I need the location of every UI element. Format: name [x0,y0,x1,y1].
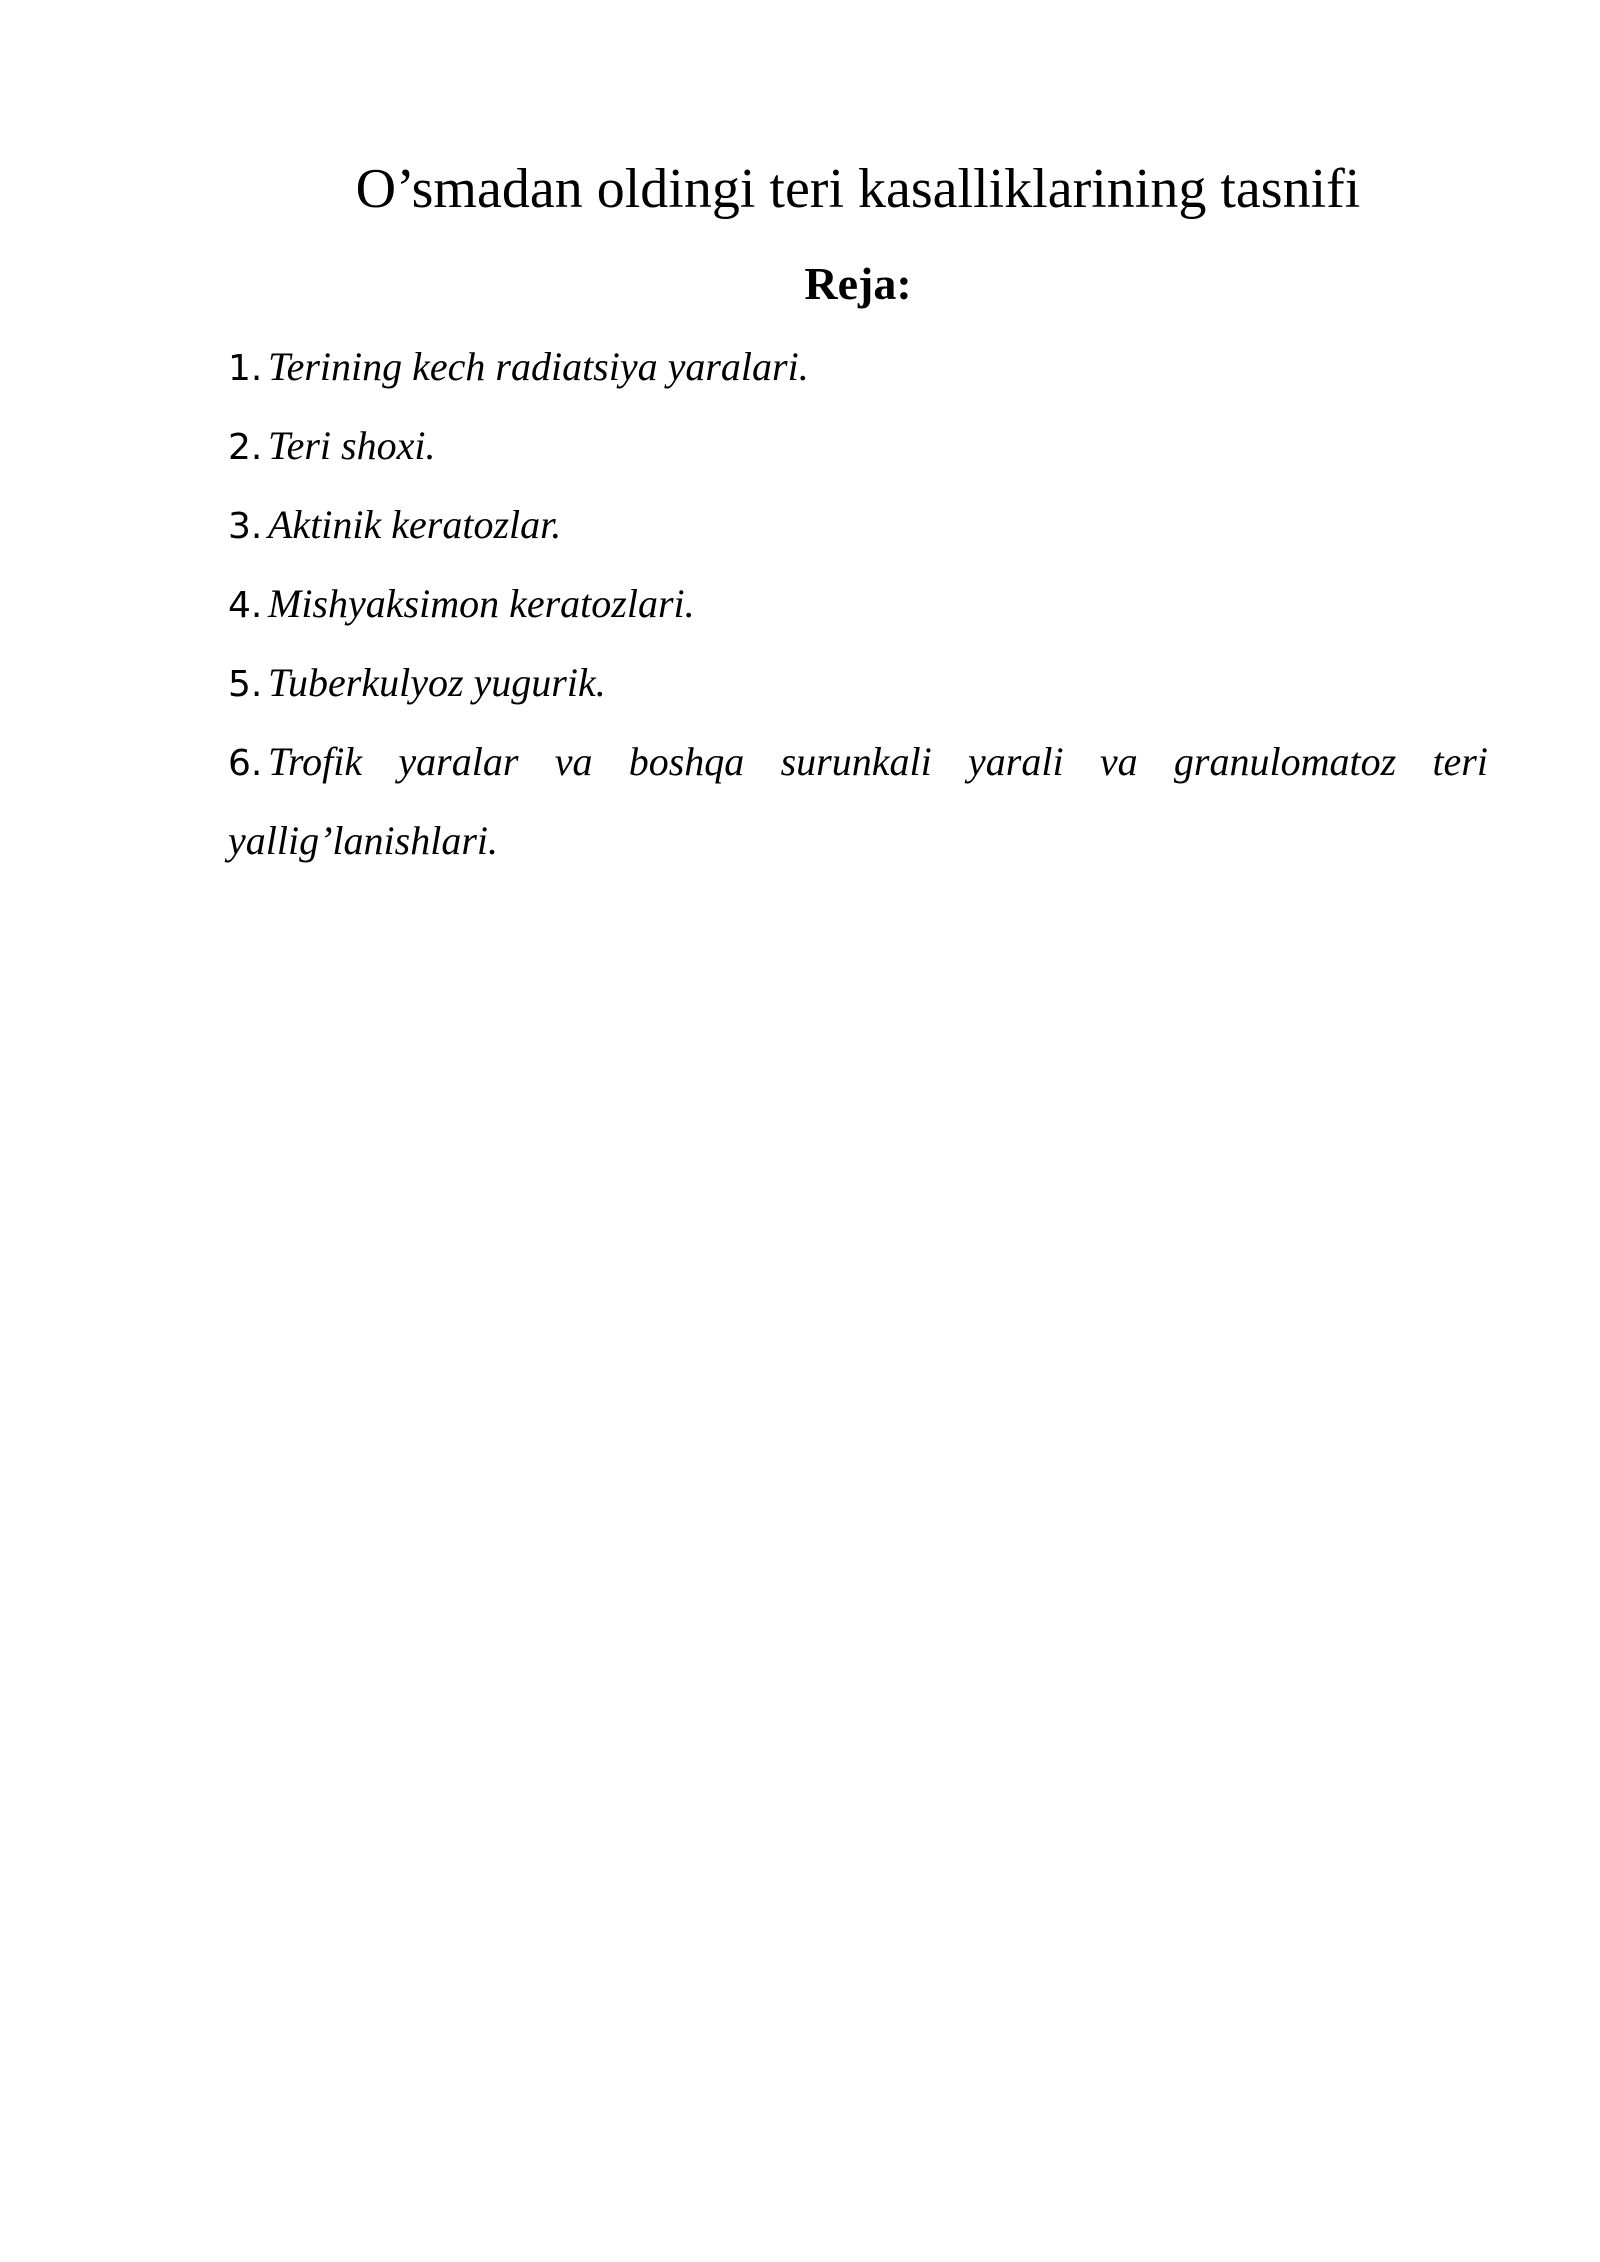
document-title: O’smadan oldingi teri kasalliklarining tasnifi [355,158,1361,220]
plan-item-6 [228,723,1488,879]
plan-item-3 [228,486,1488,565]
plan-item-5 [228,644,1488,723]
plan-item-number: 3. [228,506,263,547]
plan-heading: Reja: [804,258,912,309]
plan-item-number: 6. [228,743,263,784]
plan-item-text: Aktinik keratozlar. [268,502,562,547]
plan-item-text: Tuberkulyoz yugurik. [268,660,606,705]
plan-item-number: 4. [228,585,263,626]
plan-item-text: Terining kech radiatsiya yaralari. [268,344,809,389]
plan-list [228,328,1488,879]
plan-item-2 [228,407,1488,486]
plan-item-text: Trofik yaralar va boshqa surunkali yarali va granulomatoz teri yallig’lanishlari. [228,739,1488,863]
plan-item-4 [228,565,1488,644]
plan-item-1 [228,328,1488,407]
plan-item-number: 1. [228,348,263,389]
plan-item-number: 2. [228,427,263,468]
plan-item-number: 5. [228,664,263,705]
plan-item-text: Teri shoxi. [268,423,436,468]
plan-item-text: Mishyaksimon keratozlari. [268,581,695,626]
